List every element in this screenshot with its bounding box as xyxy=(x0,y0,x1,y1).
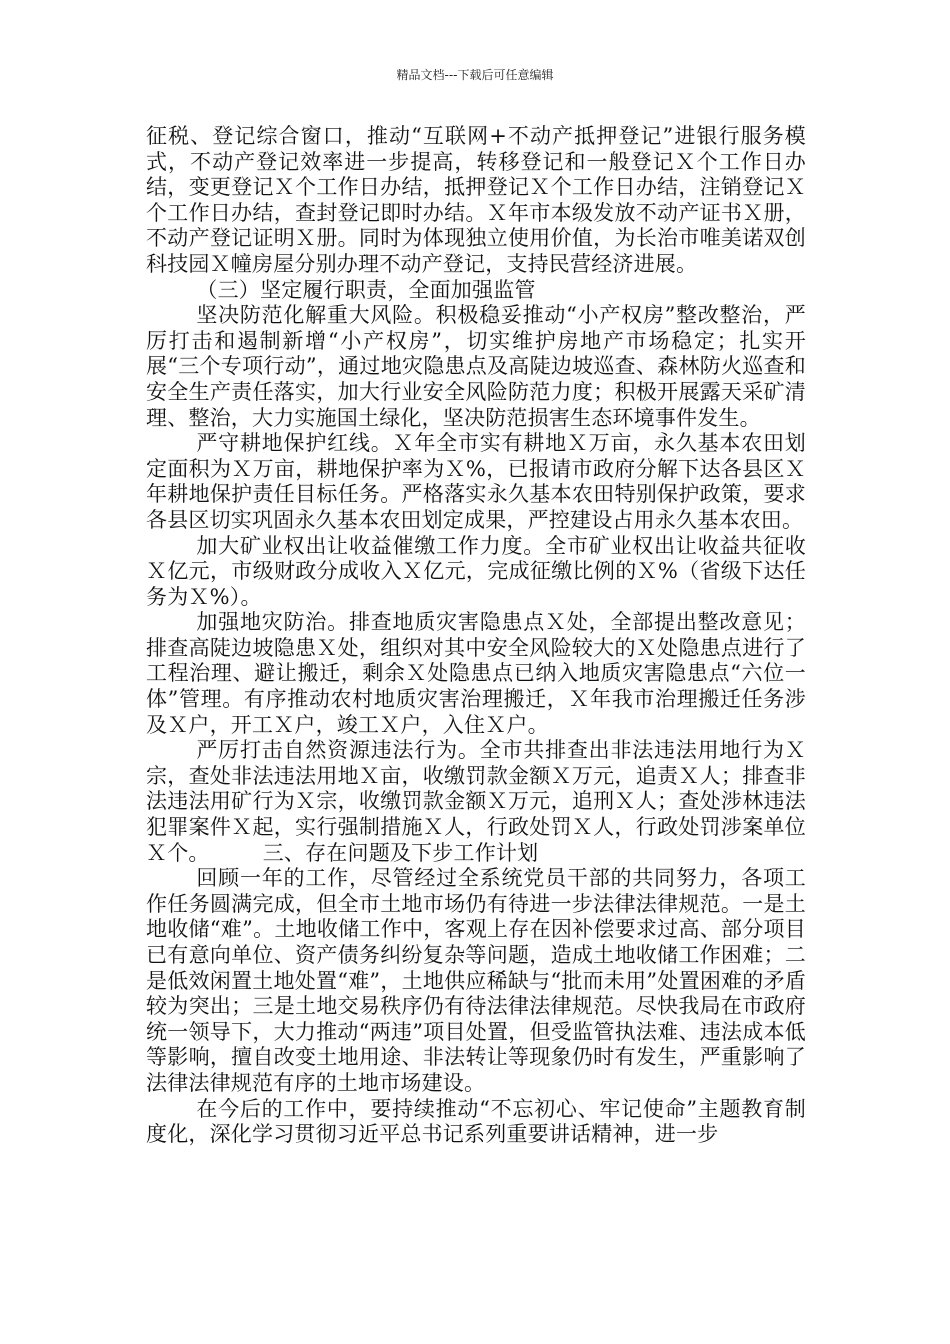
paragraph: 严守耕地保护红线。Ｘ年全市实有耕地Ｘ万亩，永久基本农田划定面积为Ｘ万亩，耕地保护率为Ｘ%，已报请市政府分解下达各县区Ｘ年耕地保护责任目标任务。严格落实永久基本农田特别保护政策，要求各县区切实巩固永久基本农田划定成果，严控建设占用永久基本农田。 xyxy=(146,431,806,532)
section-heading: （三）坚定履行职责，全面加强监管 xyxy=(196,277,536,302)
paragraph: 征税、登记综合窗口，推动“互联网+不动产抵押登记”进银行服务模式，不动产登记效率进一步提高，转移登记和一般登记Ｘ个工作日办结，变更登记Ｘ个工作日办结，抵押登记Ｘ个工作日办结，注销登记Ｘ个工作日办结，查封登记即时办结。Ｘ年市本级发放不动产证书Ｘ册，不动产登记证明Ｘ册。同时为体现独立使用价值，为长治市唯美诺双创科技园Ｘ幢房屋分别办理不动产登记，支持民营经济进展。 xyxy=(146,124,806,276)
paragraph: 回顾一年的工作，尽管经过全系统党员干部的共同努力，各项工作任务圆满完成，但全市土地市场仍有待进一步法律法律规范。一是土地收储“难”。土地收储工作中，客观上存在因补偿要求过高、部分项目已有意向单位、资产债务纠纷复杂等问题，造成土地收储工作困难；二是低效闲置土地处置“难”，土地供应稀缺与“批而未用”处置困难的矛盾较为突出；三是土地交易秩序仍有待法律法律规范。尽快我局在市政府统一领导下，大力推动“两违”项目处置，但受监管执法难、违法成本低等影响，擅自改变土地用途、非法转让等现象仍时有发生，严重影响了法律法律规范有序的土地市场建设。 xyxy=(146,866,806,1095)
paragraph: 在今后的工作中，要持续推动“不忘初心、牢记使命”主题教育制度化，深化学习贯彻习近平总书记系列重要讲话精神，进一步 xyxy=(146,1096,806,1147)
paragraph: 加强地灾防治。排查地质灾害隐患点Ｘ处，全部提出整改意见；排查高陡边坡隐患Ｘ处，组织对其中安全风险较大的Ｘ处隐患点进行了工程治理、避让搬迁，剩余Ｘ处隐患点已纳入地质灾害隐患点“六位一体”管理。有序推动农村地质灾害治理搬迁，Ｘ年我市治理搬迁任务涉及Ｘ户，开工Ｘ户，竣工Ｘ户，入住Ｘ户。 xyxy=(146,610,806,737)
page-header: 精品文档---下载后可任意编辑 xyxy=(396,68,554,82)
paragraph: 坚决防范化解重大风险。积极稳妥推动“小产权房”整改整治，严厉打击和遏制新增“小产权房”，切实维护房地产市场稳定；扎实开展“三个专项行动”，通过地灾隐患点及高陡边坡巡查、森林防火巡查和安全生产责任落实，加大行业安全风险防范力度；积极开展露天采矿清理、整治，大力实施国土绿化，坚决防范损害生态环境事件发生。 xyxy=(146,303,806,430)
paragraph: 加大矿业权出让收益催缴工作力度。全市矿业权出让收益共征收Ｘ亿元，市级财政分成收入Ｘ亿元，完成征缴比例的Ｘ%（省级下达任务为Ｘ%）。 xyxy=(146,533,806,609)
document-body xyxy=(146,124,806,1148)
paragraph: 严厉打击自然资源违法行为。全市共排查出非法违法用地行为Ｘ宗，查处非法违法用地Ｘ亩，收缴罚款金额Ｘ万元，追责Ｘ人；排查非法违法用矿行为Ｘ宗，收缴罚款金额Ｘ万元，追刑Ｘ人；查处涉林违法犯罪案件Ｘ起，实行强制措施Ｘ人，行政处罚Ｘ人，行政处罚涉案单位Ｘ个。 三、存在问题及下步工作计划 xyxy=(146,738,806,865)
